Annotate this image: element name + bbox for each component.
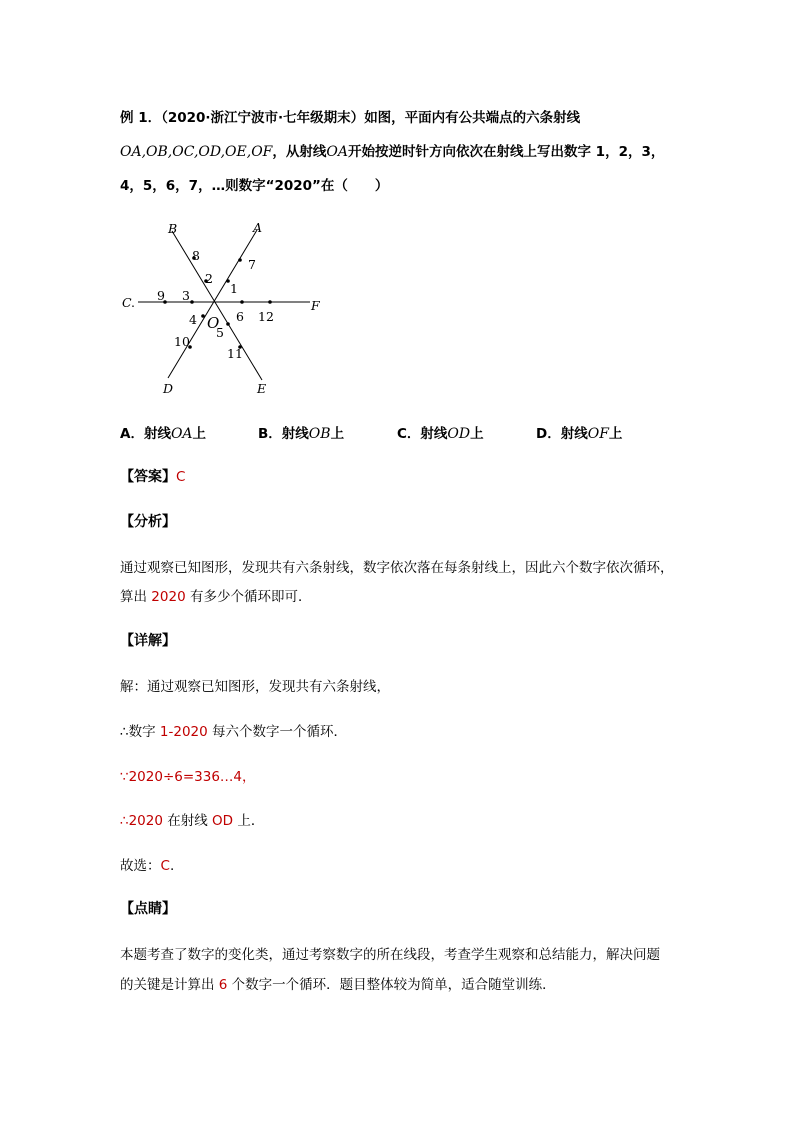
answer-tag: 【答案】: [120, 469, 176, 485]
detail-line-4d: 上．: [233, 813, 265, 829]
option-a[interactable]: [120, 422, 206, 442]
detail-line-2b: 每六个数字一个循环．: [207, 724, 348, 740]
option-b-text: 射线: [281, 426, 309, 442]
option-d-letter: D．: [536, 426, 561, 442]
comment-line-1: 本题考查了数字的变化类，通过考察数字的所在线段，考查学生观察和总结能力，解决问题: [120, 947, 660, 963]
dot-4: [201, 314, 205, 318]
analysis-number: 2020: [151, 589, 186, 605]
detail-line-4a: ∴2020: [120, 813, 163, 829]
analysis-line-1: 通过观察已知图形，发现共有六条射线，数字依次落在每条射线上，因此六个数字依次循环，: [120, 560, 674, 576]
num-9: 9: [157, 288, 165, 303]
label-c-dot: .: [131, 295, 135, 310]
comment-line-2: [120, 973, 556, 993]
rays-figure: [110, 215, 340, 400]
option-d-tail: 上: [608, 426, 623, 442]
comment-line-2b: 个数字一个循环．题目整体较为简单，适合随堂训练．: [227, 977, 556, 993]
num-3: 3: [182, 288, 190, 303]
detail-choice: C: [160, 858, 170, 874]
detail-line-5: [120, 854, 174, 874]
num-10: 10: [174, 334, 190, 349]
detail-line-2: [120, 720, 347, 740]
dot-5: [226, 322, 230, 326]
question-line-3: 4，5，6，7，…则数字“2020”在（ ）: [120, 178, 389, 194]
option-a-tail: 上: [192, 426, 207, 442]
option-b[interactable]: [258, 422, 344, 442]
option-c-letter: C．: [397, 426, 421, 442]
option-a-letter: A．: [120, 426, 144, 442]
detail-line-4b: 在射线: [162, 813, 213, 829]
num-6: 6: [236, 309, 244, 324]
label-d: D: [163, 381, 174, 396]
label-c: C: [122, 295, 132, 310]
num-1: 1: [230, 281, 238, 296]
question-text-2b: 开始按逆时针方向依次在射线上写出数字 1，2，3，: [347, 144, 665, 160]
option-b-letter: B．: [258, 426, 282, 442]
rays-math: OA,OB,OC,OD,OE,OF: [120, 144, 273, 160]
analysis-line-2a: 算出: [120, 589, 152, 605]
ray-oa-math: OA: [326, 144, 348, 160]
label-b: B: [168, 221, 178, 236]
detail-line-5a: 故选：: [120, 858, 161, 874]
question-prefix: 例 1．: [120, 110, 162, 126]
ray-ob-oe-line: [172, 231, 262, 380]
num-11: 11: [227, 346, 243, 361]
analysis-tag: 【分析】: [120, 514, 176, 530]
label-e: E: [257, 381, 267, 396]
answer-value: C: [176, 469, 186, 485]
num-8: 8: [192, 248, 200, 263]
dot-3: [190, 300, 194, 304]
label-a: A: [253, 220, 263, 235]
option-c-text: 射线: [420, 426, 448, 442]
detail-line-3: ∵2020÷6=336…4，: [120, 769, 256, 785]
option-a-text: 射线: [143, 426, 171, 442]
option-b-math: OB: [308, 426, 331, 442]
analysis-line-2: [120, 585, 311, 605]
analysis-line-2b: 有多少个循环即可．: [185, 589, 312, 605]
comment-number: 6: [218, 977, 228, 993]
detail-line-1: 解：通过观察已知图形，发现共有六条射线，: [120, 679, 390, 695]
option-d-text: 射线: [560, 426, 588, 442]
num-12: 12: [258, 309, 274, 324]
option-c-tail: 上: [470, 426, 484, 442]
detail-line-5c: .: [169, 858, 175, 874]
option-c-math: OD: [447, 426, 471, 442]
label-o: O: [207, 314, 220, 332]
detail-line-2a: ∴数字: [120, 724, 160, 740]
question-line-1: [120, 106, 580, 126]
option-c[interactable]: [397, 422, 484, 442]
ray-oa-od-line: [168, 230, 257, 378]
num-4: 4: [189, 312, 197, 327]
dot-6: [240, 300, 244, 304]
detail-line-4: [120, 809, 264, 829]
dot-7: [238, 258, 242, 262]
option-d-math: OF: [587, 426, 609, 442]
label-f: F: [311, 298, 320, 313]
detail-ray-od: OD: [212, 813, 234, 829]
num-5: 5: [216, 325, 224, 340]
comment-tag: 【点睛】: [120, 901, 176, 917]
num-7: 7: [248, 257, 256, 272]
question-line-2: [120, 140, 664, 160]
comment-line-2a: 的关键是计算出: [120, 977, 219, 993]
detail-tag: 【详解】: [120, 633, 176, 649]
option-a-math: OA: [170, 426, 193, 442]
question-text-2a: ，从射线: [272, 144, 327, 160]
option-b-tail: 上: [330, 426, 345, 442]
answer-line: [120, 466, 185, 486]
question-text-1: 如图，平面内有公共端点的六条射线: [364, 110, 581, 126]
option-d[interactable]: [536, 422, 622, 442]
detail-range: 1-2020: [159, 724, 208, 740]
dot-12: [268, 300, 272, 304]
question-source: （2020·浙江宁波市·七年级期末）: [161, 110, 365, 126]
num-2: 2: [205, 271, 213, 286]
